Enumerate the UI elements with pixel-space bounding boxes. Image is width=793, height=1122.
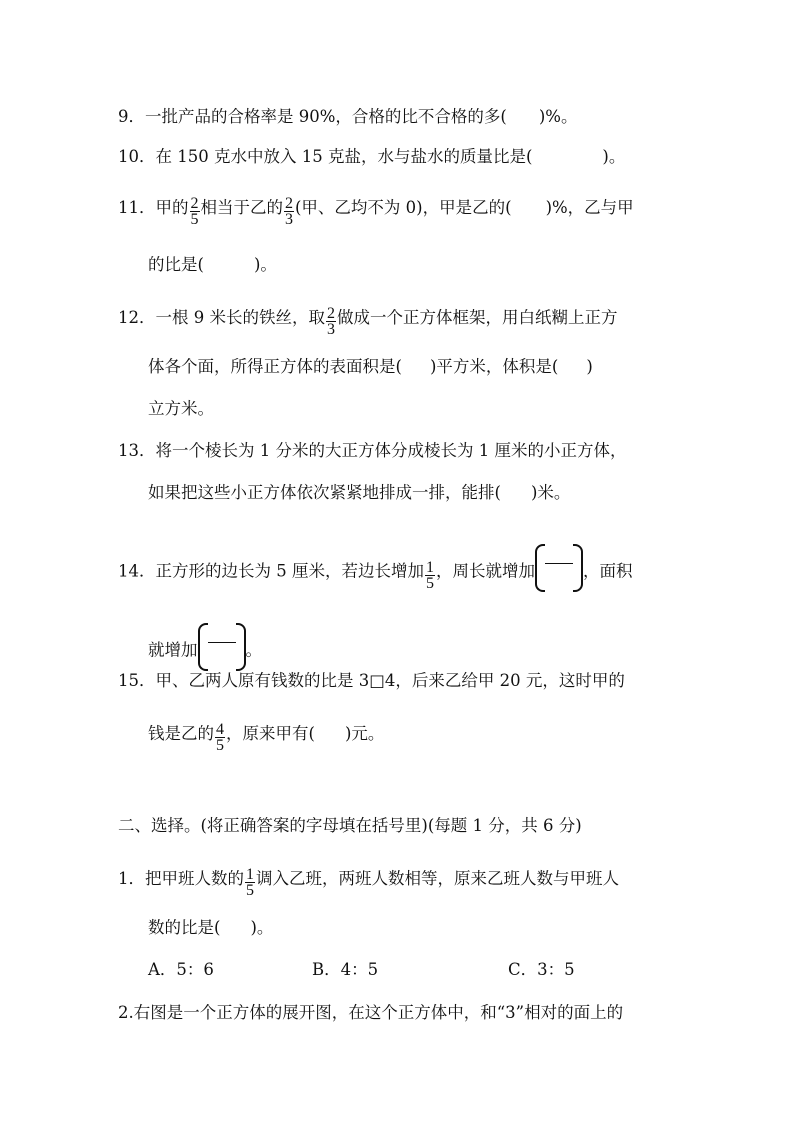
choice-question-1-line-2: 数的比是( )。 bbox=[148, 918, 274, 937]
fraction: $\frac{4}{5}$ bbox=[216, 721, 224, 754]
fraction: $\frac{2}{3}$ bbox=[285, 195, 293, 228]
question-number: 12． bbox=[118, 308, 156, 327]
question-12-line-2: 体各个面，所得正方体的表面积是( )平方米，体积是( ) bbox=[148, 357, 593, 376]
choice-question-1: 1．把甲班人数的 $\frac{1}{5}$ 调入乙班，两班人数相等，原来乙班人数与甲班人 bbox=[118, 866, 619, 899]
choice-question-2: 2.右图是一个正方体的展开图，在这个正方体中，和“3”相对的面上的 bbox=[118, 1003, 624, 1022]
question-number: 10． bbox=[118, 147, 156, 166]
option-a[interactable]: A．5：6 bbox=[148, 960, 214, 979]
question-13-line-2: 如果把这些小正方体依次紧紧地排成一排，能排( )米。 bbox=[148, 483, 571, 502]
question-number: 14． bbox=[118, 561, 156, 581]
fraction: $\frac{1}{5}$ bbox=[246, 866, 254, 899]
question-12-line-3: 立方米。 bbox=[148, 399, 214, 418]
section-2-heading: 二、选择。(将正确答案的字母填在括号里)(每题 1 分，共 6 分) bbox=[118, 816, 582, 835]
question-12: 12．一根 9 米长的铁丝，取 $\frac{2}{3}$ 做成一个正方体框架，用白纸糊上正方 bbox=[118, 305, 618, 338]
question-number: 11． bbox=[118, 198, 156, 217]
question-14: 14．正方形的边长为 5 厘米，若边长增加 $\frac{1}{5}$ ，周长就增加 ，面积 bbox=[118, 548, 793, 596]
question-15-line-2: 钱是乙的 $\frac{4}{5}$ ，原来甲有( )元。 bbox=[148, 721, 385, 754]
question-number: 13． bbox=[118, 441, 156, 460]
question-11-line-2: 的比是( )。 bbox=[148, 255, 277, 274]
fraction: $\frac{2}{3}$ bbox=[327, 305, 335, 338]
question-number: 9． bbox=[118, 107, 145, 126]
fraction-answer-blank[interactable] bbox=[198, 623, 246, 671]
question-15: 15．甲、乙两人原有钱数的比是 3□4，后来乙给甲 20 元，这时甲的 bbox=[118, 671, 625, 690]
fraction: $\frac{2}{5}$ bbox=[190, 195, 199, 228]
question-13: 13．将一个棱长为 1 分米的大正方体分成棱长为 1 厘米的小正方体， bbox=[118, 441, 627, 460]
question-10: 10．在 150 克水中放入 15 克盐，水与盐水的质量比是( )。 bbox=[118, 147, 626, 166]
option-c[interactable]: C．3：5 bbox=[508, 960, 575, 979]
question-11: 11．甲的 $\frac{2}{5}$ 相当于乙的 $\frac{2}{3}$ (甲、乙均不为 0)，甲是乙的( )%，乙与甲 bbox=[118, 195, 634, 228]
question-9: 9．一批产品的合格率是 90%，合格的比不合格的多( )%。 bbox=[118, 107, 578, 126]
fraction: $\frac{1}{5}$ bbox=[426, 558, 434, 592]
question-number: 15． bbox=[118, 671, 156, 690]
question-14-line-2: 就增加 。 bbox=[148, 627, 793, 675]
fraction-answer-blank[interactable] bbox=[535, 544, 583, 592]
option-b[interactable]: B．4：5 bbox=[312, 960, 379, 979]
question-number: 1． bbox=[118, 869, 145, 888]
